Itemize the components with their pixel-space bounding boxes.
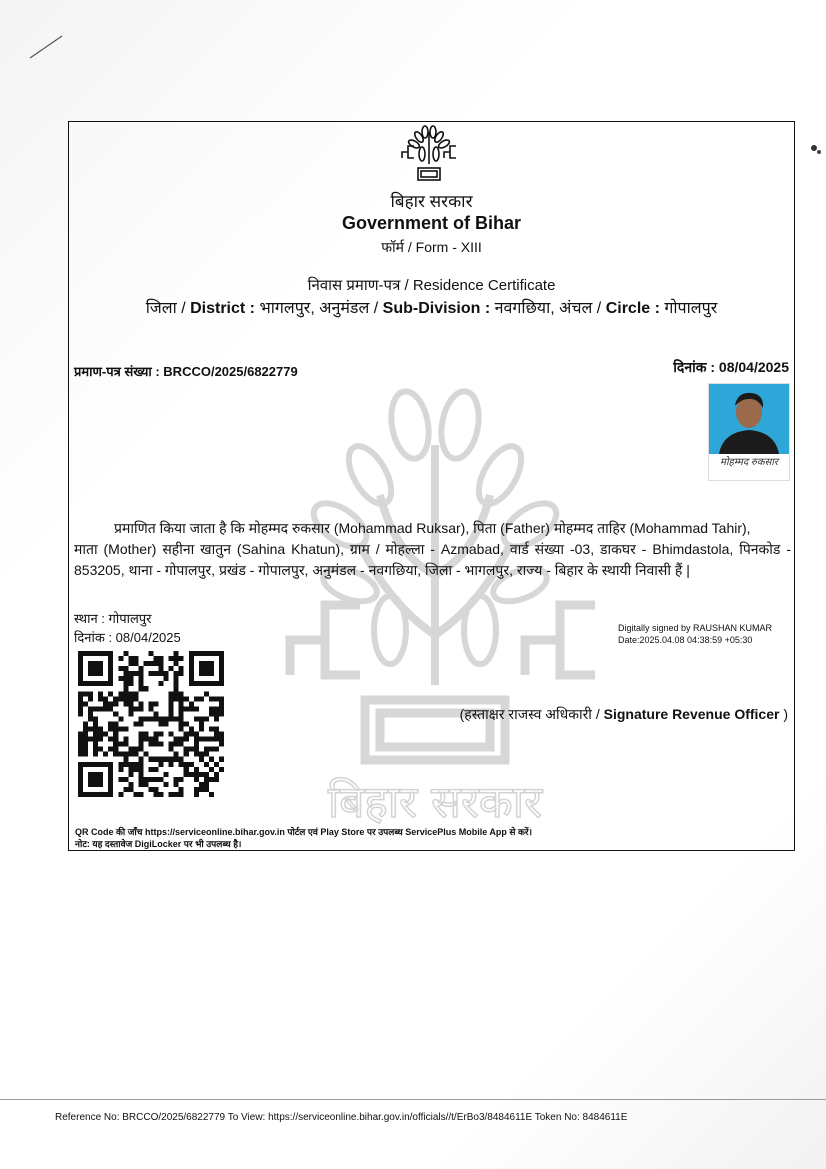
district-label: District : — [190, 300, 255, 317]
signature-prefix: (हस्ताक्षर राजस्व अधिकारी / — [459, 706, 604, 722]
certificate-title: निवास प्रमाण-पत्र / Residence Certificate — [307, 277, 556, 294]
bihar-emblem-watermark — [270, 385, 600, 825]
digital-signature — [618, 622, 772, 646]
digital-signed-by: Digitally signed by RAUSHAN KUMAR — [618, 623, 773, 633]
bihar-emblem-icon — [398, 124, 460, 186]
qr-note-line-1: QR Code की जाँच https://serviceonline.bihar.gov.in पोर्टल एवं Play Store पर उपलब्ध ServicePlus Mobile App से करें। — [75, 827, 532, 837]
body-line-2: माता (Mother) सहीना खातुन (Sahina Khatun), ग्राम / मोहल्ला - Azmabad, वार्ड संख्या -03, डाकघर - Bhimdastola, पिनकोड - — [74, 541, 791, 557]
scan-speck — [808, 140, 824, 160]
district-prefix: जिला / — [145, 300, 191, 317]
signature-suffix: ) — [779, 706, 788, 722]
place: स्थान : गोपालपुर — [74, 611, 152, 626]
subdivision-value: नवगछिया, अंचल / — [490, 300, 606, 317]
scan-mark — [28, 28, 68, 68]
body-line-1: प्रमाणित किया जाता है कि मोहम्मद रुकसार (Mohammad Ruksar), पिता (Father) मोहम्मद ताहिर (Mohammad Tahir), — [114, 520, 751, 536]
subdivision-label: Sub-Division : — [382, 300, 491, 317]
location-line — [68, 296, 795, 318]
circle-value: गोपालपुर — [659, 300, 718, 317]
watermark-text: बिहार सरकार — [327, 777, 543, 825]
signature-revenue-officer — [460, 705, 788, 724]
photo-signature: मोहम्मद रुकसार — [719, 457, 779, 468]
govt-english-title: Government of Bihar — [341, 213, 522, 233]
govt-hindi-title: बिहार सरकार — [390, 192, 473, 211]
applicant-photo — [708, 383, 790, 481]
certificate-number: प्रमाण-पत्र संख्या : BRCCO/2025/6822779 — [74, 364, 298, 379]
person-photo-icon — [709, 384, 789, 454]
footer-date: दिनांक : 08/04/2025 — [74, 630, 181, 645]
reference-footer: Reference No: BRCCO/2025/6822779 To View: https://serviceonline.bihar.gov.in/officials//t/ErBo3/8484611E Token No: 8484611E — [55, 1112, 628, 1123]
qr-code-icon[interactable] — [78, 651, 224, 797]
digital-sign-date: Date:2025.04.08 04:38:59 +05:30 — [618, 635, 753, 645]
qr-verification-note — [75, 826, 532, 850]
form-number: फॉर्म / Form - XIII — [381, 239, 482, 255]
district-value: भागलपुर, अनुमंडल / — [255, 300, 383, 317]
body-line-3: 853205, थाना - गोपालपुर, प्रखंड - गोपालपुर, अनुमंडल - नवगछिया, जिला - भागलपुर, राज्य - बिहार के स्थायी निवासी हैं | — [74, 562, 690, 578]
certificate-body — [74, 518, 791, 581]
qr-note-line-2: नोट: यह दस्तावेज DigiLocker पर भी उपलब्ध है। — [75, 839, 242, 849]
reference-divider — [0, 1099, 826, 1100]
issue-date: दिनांक : 08/04/2025 — [673, 359, 789, 375]
circle-label: Circle : — [605, 300, 660, 317]
signature-bold: Signature Revenue Officer — [603, 706, 780, 722]
